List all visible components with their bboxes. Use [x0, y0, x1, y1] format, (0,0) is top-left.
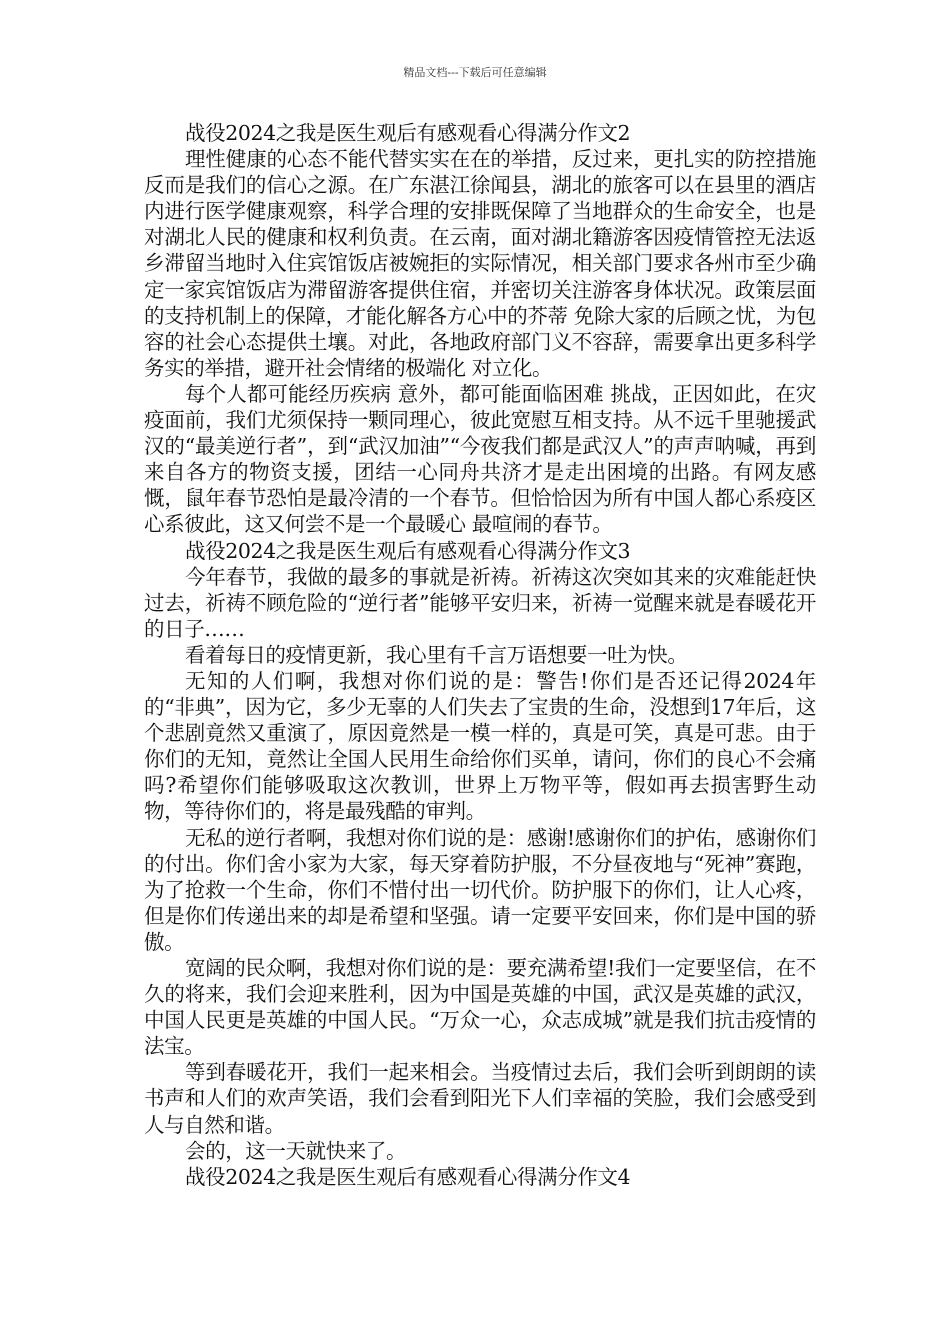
paragraph: 理性健康的心态不能代替实实在在的举措，反过来，更扎实的防控措施反而是我们的信心之源。在广东湛江徐闻县，湖北的旅客可以在县里的酒店内进行医学健康观察，科学合理的安排既保障了当地群众的生命安全，也是对湖北人民的健康和权利负责。在云南，面对湖北籍游客因疫情管控无法返乡滞留当地时入住宾馆饭店被婉拒的实际情况，相关部门要求各州市至少确定一家宾馆饭店为滞留游客提供住宿，并密切关注游客身体状况。政策层面的支持机制上的保障，才能化解各方心中的芥蒂 免除大家的后顾之忧，为包容的社会心态提供土壤。对此，各地政府部门义不容辞，需要拿出更多科学务实的举措，避开社会情绪的极端化 对立化。 — [144, 147, 816, 380]
paragraph: 每个人都可能经历疾病 意外，都可能面临困难 挑战，正因如此，在灾疫面前，我们尤须保持一颗同理心，彼此宽慰互相支持。从不远千里驰援武汉的“最美逆行者”，到“武汉加油”“今夜我们都是武汉人”的声声呐喊，再到来自各方的物资支援，团结一心同舟共济才是走出困境的出路。有网友感慨，鼠年春节恐怕是最冷清的一个春节。但恰恰因为所有中国人都心系疫区 心系彼此，这又何尝不是一个最暖心 最喧闹的春节。 — [144, 381, 816, 537]
paragraph: 看着每日的疫情更新，我心里有千言万语想要一吐为快。 — [185, 642, 688, 667]
document-body — [144, 120, 816, 1190]
paragraph: 无知的人们啊，我想对你们说的是：警告!你们是否还记得2024年的“非典”，因为它，多少无辜的人们失去了宝贵的生命，没想到17年后，这个悲剧竟然又重演了，原因竟然是一模一样的，真是可笑，真是可悲。由于你们的无知，竟然让全国人民用生命给你们买单，请问，你们的良心不会痛吗?希望你们能够吸取这次教训，世界上万物平等，假如再去损害野生动物，等待你们的，将是最残酷的审判。 — [144, 668, 816, 824]
paragraph: 无私的逆行者啊，我想对你们说的是：感谢!感谢你们的护佑，感谢你们的付出。你们舍小家为大家，每天穿着防护服，不分昼夜地与“死神”赛跑，为了抢救一个生命，你们不惜付出一切代价。防护服下的你们，让人心疼，但是你们传递出来的却是希望和坚强。请一定要平安回来，你们是中国的骄傲。 — [144, 825, 816, 954]
paragraph: 宽阔的民众啊，我想对你们说的是：要充满希望!我们一定要坚信，在不久的将来，我们会迎来胜利，因为中国是英雄的中国，武汉是英雄的武汉，中国人民更是英雄的中国人民。“万众一心，众志成城”就是我们抗击疫情的法宝。 — [144, 956, 816, 1059]
paragraph: 等到春暖花开，我们一起来相会。当疫情过去后，我们会听到朗朗的读书声和人们的欢声笑语，我们会看到阳光下人们幸福的笑脸，我们会感受到人与自然和谐。 — [144, 1060, 816, 1137]
essay-title-2: 战役2024之我是医生观后有感观看心得满分作文2 — [185, 121, 631, 145]
paragraph: 会的，这一天就快来了。 — [185, 1138, 407, 1163]
page-header: 精品文档---下载后可任意编辑 — [403, 66, 547, 79]
essay-title-3: 战役2024之我是医生观后有感观看心得满分作文3 — [185, 538, 631, 563]
paragraph: 今年春节，我做的最多的事就是祈祷。祈祷这次突如其来的灾难能赶快过去，祈祷不顾危险的“逆行者”能够平安归来，祈祷一觉醒来就是春暖花开的日子…… — [144, 564, 816, 641]
essay-title-4: 战役2024之我是医生观后有感观看心得满分作文4 — [185, 1164, 631, 1189]
